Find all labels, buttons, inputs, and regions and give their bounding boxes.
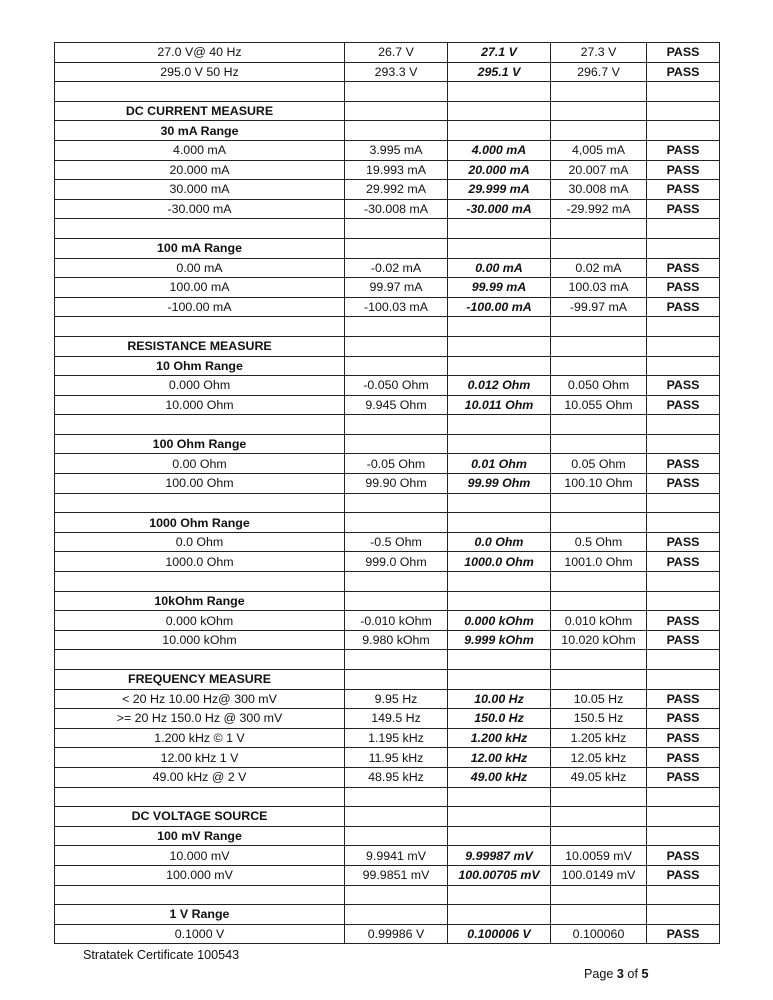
empty-cell bbox=[647, 905, 720, 925]
measured-value: 1.200 kHz bbox=[448, 728, 551, 748]
upper-limit: 10.055 Ohm bbox=[551, 395, 647, 415]
empty-cell bbox=[55, 787, 345, 807]
range-header-row bbox=[55, 905, 720, 925]
measured-value: 10.00 Hz bbox=[448, 689, 551, 709]
empty-cell bbox=[551, 513, 647, 533]
measured-value: 27.1 V bbox=[448, 43, 551, 63]
empty-cell bbox=[448, 101, 551, 121]
page-prefix: Page bbox=[584, 967, 617, 981]
empty-cell bbox=[448, 121, 551, 141]
empty-cell bbox=[551, 826, 647, 846]
result-badge: PASS bbox=[647, 160, 720, 180]
result-badge: PASS bbox=[647, 767, 720, 787]
empty-cell bbox=[448, 356, 551, 376]
empty-cell bbox=[551, 670, 647, 690]
blank-row bbox=[55, 885, 720, 905]
section-header-row bbox=[55, 101, 720, 121]
page-mid: of bbox=[623, 967, 642, 981]
empty-cell bbox=[647, 493, 720, 513]
lower-limit: 99.97 mA bbox=[345, 278, 448, 298]
empty-cell bbox=[345, 513, 448, 533]
empty-cell bbox=[345, 885, 448, 905]
result-badge: PASS bbox=[647, 748, 720, 768]
calibration-table-container bbox=[54, 42, 719, 944]
blank-row bbox=[55, 415, 720, 435]
nominal-value: 27.0 V@ 40 Hz bbox=[55, 43, 345, 63]
section-heading: FREQUENCY MEASURE bbox=[55, 670, 345, 690]
result-badge: PASS bbox=[647, 689, 720, 709]
table-row bbox=[55, 630, 720, 650]
nominal-value: 0.1000 V bbox=[55, 924, 345, 944]
empty-cell bbox=[551, 572, 647, 592]
empty-cell bbox=[647, 121, 720, 141]
range-heading: 100 Ohm Range bbox=[55, 434, 345, 454]
lower-limit: -0.02 mA bbox=[345, 258, 448, 278]
upper-limit: 0.050 Ohm bbox=[551, 376, 647, 396]
empty-cell bbox=[448, 219, 551, 239]
empty-cell bbox=[647, 670, 720, 690]
measured-value: 0.100006 V bbox=[448, 924, 551, 944]
blank-row bbox=[55, 317, 720, 337]
empty-cell bbox=[647, 317, 720, 337]
empty-cell bbox=[345, 905, 448, 925]
empty-cell bbox=[345, 317, 448, 337]
empty-cell bbox=[448, 670, 551, 690]
empty-cell bbox=[345, 807, 448, 827]
nominal-value: 0.000 kOhm bbox=[55, 611, 345, 631]
lower-limit: 9.95 Hz bbox=[345, 689, 448, 709]
empty-cell bbox=[55, 415, 345, 435]
upper-limit: 150.5 Hz bbox=[551, 709, 647, 729]
empty-cell bbox=[647, 513, 720, 533]
empty-cell bbox=[448, 826, 551, 846]
section-header-row bbox=[55, 336, 720, 356]
empty-cell bbox=[551, 317, 647, 337]
table-row bbox=[55, 474, 720, 494]
lower-limit: 149.5 Hz bbox=[345, 709, 448, 729]
empty-cell bbox=[647, 885, 720, 905]
lower-limit: 29.992 mA bbox=[345, 180, 448, 200]
empty-cell bbox=[448, 82, 551, 102]
result-badge: PASS bbox=[647, 630, 720, 650]
nominal-value: 1000.0 Ohm bbox=[55, 552, 345, 572]
empty-cell bbox=[551, 336, 647, 356]
empty-cell bbox=[551, 807, 647, 827]
blank-row bbox=[55, 572, 720, 592]
upper-limit: -29.992 mA bbox=[551, 199, 647, 219]
result-badge: PASS bbox=[647, 140, 720, 160]
empty-cell bbox=[448, 787, 551, 807]
section-header-row bbox=[55, 807, 720, 827]
table-row bbox=[55, 43, 720, 63]
result-badge: PASS bbox=[647, 728, 720, 748]
empty-cell bbox=[647, 336, 720, 356]
empty-cell bbox=[345, 434, 448, 454]
upper-limit: 4,005 mA bbox=[551, 140, 647, 160]
empty-cell bbox=[448, 415, 551, 435]
table-row bbox=[55, 689, 720, 709]
result-badge: PASS bbox=[647, 474, 720, 494]
table-row bbox=[55, 199, 720, 219]
measured-value: -30.000 mA bbox=[448, 199, 551, 219]
table-row bbox=[55, 395, 720, 415]
measured-value: 12.00 kHz bbox=[448, 748, 551, 768]
blank-row bbox=[55, 787, 720, 807]
table-row bbox=[55, 767, 720, 787]
lower-limit: 99.90 Ohm bbox=[345, 474, 448, 494]
range-header-row bbox=[55, 591, 720, 611]
nominal-value: 295.0 V 50 Hz bbox=[55, 62, 345, 82]
nominal-value: 10.000 mV bbox=[55, 846, 345, 866]
range-heading: 1 V Range bbox=[55, 905, 345, 925]
measured-value: 1000.0 Ohm bbox=[448, 552, 551, 572]
empty-cell bbox=[647, 807, 720, 827]
lower-limit: 0.99986 V bbox=[345, 924, 448, 944]
upper-limit: 27.3 V bbox=[551, 43, 647, 63]
empty-cell bbox=[551, 650, 647, 670]
measured-value: 20.000 mA bbox=[448, 160, 551, 180]
empty-cell bbox=[345, 336, 448, 356]
range-header-row bbox=[55, 434, 720, 454]
lower-limit: 19.993 mA bbox=[345, 160, 448, 180]
upper-limit: 20.007 mA bbox=[551, 160, 647, 180]
measured-value: 0.012 Ohm bbox=[448, 376, 551, 396]
empty-cell bbox=[551, 787, 647, 807]
result-badge: PASS bbox=[647, 376, 720, 396]
lower-limit: 9.980 kOhm bbox=[345, 630, 448, 650]
empty-cell bbox=[345, 591, 448, 611]
result-badge: PASS bbox=[647, 924, 720, 944]
upper-limit: -99.97 mA bbox=[551, 297, 647, 317]
empty-cell bbox=[345, 82, 448, 102]
empty-cell bbox=[551, 356, 647, 376]
table-row bbox=[55, 62, 720, 82]
table-row bbox=[55, 258, 720, 278]
empty-cell bbox=[551, 82, 647, 102]
lower-limit: 3.995 mA bbox=[345, 140, 448, 160]
result-badge: PASS bbox=[647, 846, 720, 866]
nominal-value: 0.0 Ohm bbox=[55, 532, 345, 552]
table-row bbox=[55, 552, 720, 572]
table-row bbox=[55, 376, 720, 396]
result-badge: PASS bbox=[647, 709, 720, 729]
empty-cell bbox=[647, 415, 720, 435]
upper-limit: 0.02 mA bbox=[551, 258, 647, 278]
measured-value: 0.0 Ohm bbox=[448, 532, 551, 552]
measured-value: 150.0 Hz bbox=[448, 709, 551, 729]
measured-value: 4.000 mA bbox=[448, 140, 551, 160]
calibration-results-table bbox=[54, 42, 720, 944]
upper-limit: 0.05 Ohm bbox=[551, 454, 647, 474]
nominal-value: 12.00 kHz 1 V bbox=[55, 748, 345, 768]
measured-value: -100.00 mA bbox=[448, 297, 551, 317]
upper-limit: 10.05 Hz bbox=[551, 689, 647, 709]
upper-limit: 12.05 kHz bbox=[551, 748, 647, 768]
nominal-value: >= 20 Hz 150.0 Hz @ 300 mV bbox=[55, 709, 345, 729]
measured-value: 0.00 mA bbox=[448, 258, 551, 278]
result-badge: PASS bbox=[647, 454, 720, 474]
range-header-row bbox=[55, 826, 720, 846]
table-row bbox=[55, 611, 720, 631]
upper-limit: 100.0149 mV bbox=[551, 865, 647, 885]
table-row bbox=[55, 532, 720, 552]
empty-cell bbox=[551, 905, 647, 925]
table-row bbox=[55, 180, 720, 200]
upper-limit: 100.10 Ohm bbox=[551, 474, 647, 494]
lower-limit: -0.05 Ohm bbox=[345, 454, 448, 474]
table-row bbox=[55, 846, 720, 866]
empty-cell bbox=[55, 493, 345, 513]
result-badge: PASS bbox=[647, 62, 720, 82]
section-header-row bbox=[55, 670, 720, 690]
empty-cell bbox=[448, 434, 551, 454]
nominal-value: 10.000 Ohm bbox=[55, 395, 345, 415]
table-row bbox=[55, 278, 720, 298]
empty-cell bbox=[55, 885, 345, 905]
upper-limit: 10.020 kOhm bbox=[551, 630, 647, 650]
page-number bbox=[584, 967, 648, 981]
measured-value: 9.999 kOhm bbox=[448, 630, 551, 650]
lower-limit: 999.0 Ohm bbox=[345, 552, 448, 572]
range-heading: 1000 Ohm Range bbox=[55, 513, 345, 533]
result-badge: PASS bbox=[647, 258, 720, 278]
empty-cell bbox=[551, 219, 647, 239]
empty-cell bbox=[551, 121, 647, 141]
upper-limit: 10.0059 mV bbox=[551, 846, 647, 866]
nominal-value: < 20 Hz 10.00 Hz@ 300 mV bbox=[55, 689, 345, 709]
lower-limit: -0.5 Ohm bbox=[345, 532, 448, 552]
result-badge: PASS bbox=[647, 865, 720, 885]
upper-limit: 0.5 Ohm bbox=[551, 532, 647, 552]
nominal-value: 100.000 mV bbox=[55, 865, 345, 885]
measured-value: 99.99 mA bbox=[448, 278, 551, 298]
empty-cell bbox=[55, 650, 345, 670]
nominal-value: 49.00 kHz @ 2 V bbox=[55, 767, 345, 787]
empty-cell bbox=[345, 238, 448, 258]
upper-limit: 100.03 mA bbox=[551, 278, 647, 298]
section-heading: DC CURRENT MEASURE bbox=[55, 101, 345, 121]
empty-cell bbox=[448, 513, 551, 533]
upper-limit: 1001.0 Ohm bbox=[551, 552, 647, 572]
nominal-value: 0.00 Ohm bbox=[55, 454, 345, 474]
upper-limit: 0.010 kOhm bbox=[551, 611, 647, 631]
empty-cell bbox=[647, 238, 720, 258]
nominal-value: 100.00 mA bbox=[55, 278, 345, 298]
empty-cell bbox=[448, 238, 551, 258]
empty-cell bbox=[448, 885, 551, 905]
blank-row bbox=[55, 493, 720, 513]
empty-cell bbox=[448, 650, 551, 670]
section-heading: DC VOLTAGE SOURCE bbox=[55, 807, 345, 827]
upper-limit: 0.100060 bbox=[551, 924, 647, 944]
empty-cell bbox=[448, 493, 551, 513]
certificate-number: Stratatek Certificate 100543 bbox=[83, 948, 240, 962]
nominal-value: 0.000 Ohm bbox=[55, 376, 345, 396]
table-row bbox=[55, 140, 720, 160]
range-heading: 30 mA Range bbox=[55, 121, 345, 141]
lower-limit: 9.9941 mV bbox=[345, 846, 448, 866]
measured-value: 100.00705 mV bbox=[448, 865, 551, 885]
empty-cell bbox=[345, 650, 448, 670]
range-header-row bbox=[55, 121, 720, 141]
section-heading: RESISTANCE MEASURE bbox=[55, 336, 345, 356]
lower-limit: -0.010 kOhm bbox=[345, 611, 448, 631]
nominal-value: 1.200 kHz © 1 V bbox=[55, 728, 345, 748]
empty-cell bbox=[551, 101, 647, 121]
table-row bbox=[55, 728, 720, 748]
page-total: 5 bbox=[641, 967, 649, 981]
empty-cell bbox=[345, 415, 448, 435]
empty-cell bbox=[55, 317, 345, 337]
lower-limit: 99.9851 mV bbox=[345, 865, 448, 885]
empty-cell bbox=[448, 591, 551, 611]
lower-limit: 11.95 kHz bbox=[345, 748, 448, 768]
table-row bbox=[55, 924, 720, 944]
empty-cell bbox=[551, 591, 647, 611]
upper-limit: 1.205 kHz bbox=[551, 728, 647, 748]
nominal-value: 0.00 mA bbox=[55, 258, 345, 278]
page-current: 3 bbox=[616, 967, 624, 981]
empty-cell bbox=[551, 885, 647, 905]
nominal-value: -100.00 mA bbox=[55, 297, 345, 317]
measured-value: 295.1 V bbox=[448, 62, 551, 82]
table-row bbox=[55, 748, 720, 768]
empty-cell bbox=[345, 493, 448, 513]
lower-limit: -30.008 mA bbox=[345, 199, 448, 219]
table-row bbox=[55, 297, 720, 317]
empty-cell bbox=[448, 572, 551, 592]
lower-limit: 26.7 V bbox=[345, 43, 448, 63]
table-row bbox=[55, 160, 720, 180]
result-badge: PASS bbox=[647, 297, 720, 317]
blank-row bbox=[55, 82, 720, 102]
table-row bbox=[55, 709, 720, 729]
empty-cell bbox=[647, 572, 720, 592]
empty-cell bbox=[448, 807, 551, 827]
empty-cell bbox=[345, 787, 448, 807]
lower-limit: -0.050 Ohm bbox=[345, 376, 448, 396]
lower-limit: 293.3 V bbox=[345, 62, 448, 82]
result-badge: PASS bbox=[647, 395, 720, 415]
result-badge: PASS bbox=[647, 611, 720, 631]
lower-limit: -100.03 mA bbox=[345, 297, 448, 317]
upper-limit: 30.008 mA bbox=[551, 180, 647, 200]
nominal-value: 10.000 kOhm bbox=[55, 630, 345, 650]
result-badge: PASS bbox=[647, 180, 720, 200]
measured-value: 99.99 Ohm bbox=[448, 474, 551, 494]
empty-cell bbox=[647, 591, 720, 611]
result-badge: PASS bbox=[647, 278, 720, 298]
result-badge: PASS bbox=[647, 199, 720, 219]
empty-cell bbox=[647, 434, 720, 454]
range-heading: 100 mA Range bbox=[55, 238, 345, 258]
empty-cell bbox=[345, 356, 448, 376]
table-row bbox=[55, 454, 720, 474]
range-header-row bbox=[55, 238, 720, 258]
empty-cell bbox=[55, 82, 345, 102]
result-badge: PASS bbox=[647, 43, 720, 63]
lower-limit: 48.95 kHz bbox=[345, 767, 448, 787]
measured-value: 0.01 Ohm bbox=[448, 454, 551, 474]
nominal-value: 30.000 mA bbox=[55, 180, 345, 200]
empty-cell bbox=[345, 101, 448, 121]
nominal-value: -30.000 mA bbox=[55, 199, 345, 219]
nominal-value: 20.000 mA bbox=[55, 160, 345, 180]
empty-cell bbox=[647, 82, 720, 102]
upper-limit: 49.05 kHz bbox=[551, 767, 647, 787]
measured-value: 0.000 kOhm bbox=[448, 611, 551, 631]
measured-value: 49.00 kHz bbox=[448, 767, 551, 787]
range-header-row bbox=[55, 356, 720, 376]
range-heading: 10 Ohm Range bbox=[55, 356, 345, 376]
empty-cell bbox=[345, 219, 448, 239]
empty-cell bbox=[55, 219, 345, 239]
blank-row bbox=[55, 650, 720, 670]
lower-limit: 1.195 kHz bbox=[345, 728, 448, 748]
empty-cell bbox=[345, 572, 448, 592]
empty-cell bbox=[551, 238, 647, 258]
nominal-value: 4.000 mA bbox=[55, 140, 345, 160]
empty-cell bbox=[448, 336, 551, 356]
measured-value: 29.999 mA bbox=[448, 180, 551, 200]
empty-cell bbox=[647, 219, 720, 239]
measured-value: 10.011 Ohm bbox=[448, 395, 551, 415]
empty-cell bbox=[647, 787, 720, 807]
empty-cell bbox=[551, 493, 647, 513]
result-badge: PASS bbox=[647, 552, 720, 572]
table-row bbox=[55, 865, 720, 885]
blank-row bbox=[55, 219, 720, 239]
range-heading: 10kOhm Range bbox=[55, 591, 345, 611]
calibration-table-body bbox=[55, 43, 720, 944]
nominal-value: 100.00 Ohm bbox=[55, 474, 345, 494]
range-header-row bbox=[55, 513, 720, 533]
result-badge: PASS bbox=[647, 532, 720, 552]
upper-limit: 296.7 V bbox=[551, 62, 647, 82]
empty-cell bbox=[551, 434, 647, 454]
empty-cell bbox=[345, 826, 448, 846]
empty-cell bbox=[551, 415, 647, 435]
empty-cell bbox=[345, 121, 448, 141]
empty-cell bbox=[345, 670, 448, 690]
empty-cell bbox=[647, 826, 720, 846]
measured-value: 9.99987 mV bbox=[448, 846, 551, 866]
empty-cell bbox=[647, 356, 720, 376]
empty-cell bbox=[448, 905, 551, 925]
lower-limit: 9.945 Ohm bbox=[345, 395, 448, 415]
empty-cell bbox=[647, 101, 720, 121]
empty-cell bbox=[647, 650, 720, 670]
empty-cell bbox=[448, 317, 551, 337]
range-heading: 100 mV Range bbox=[55, 826, 345, 846]
empty-cell bbox=[55, 572, 345, 592]
